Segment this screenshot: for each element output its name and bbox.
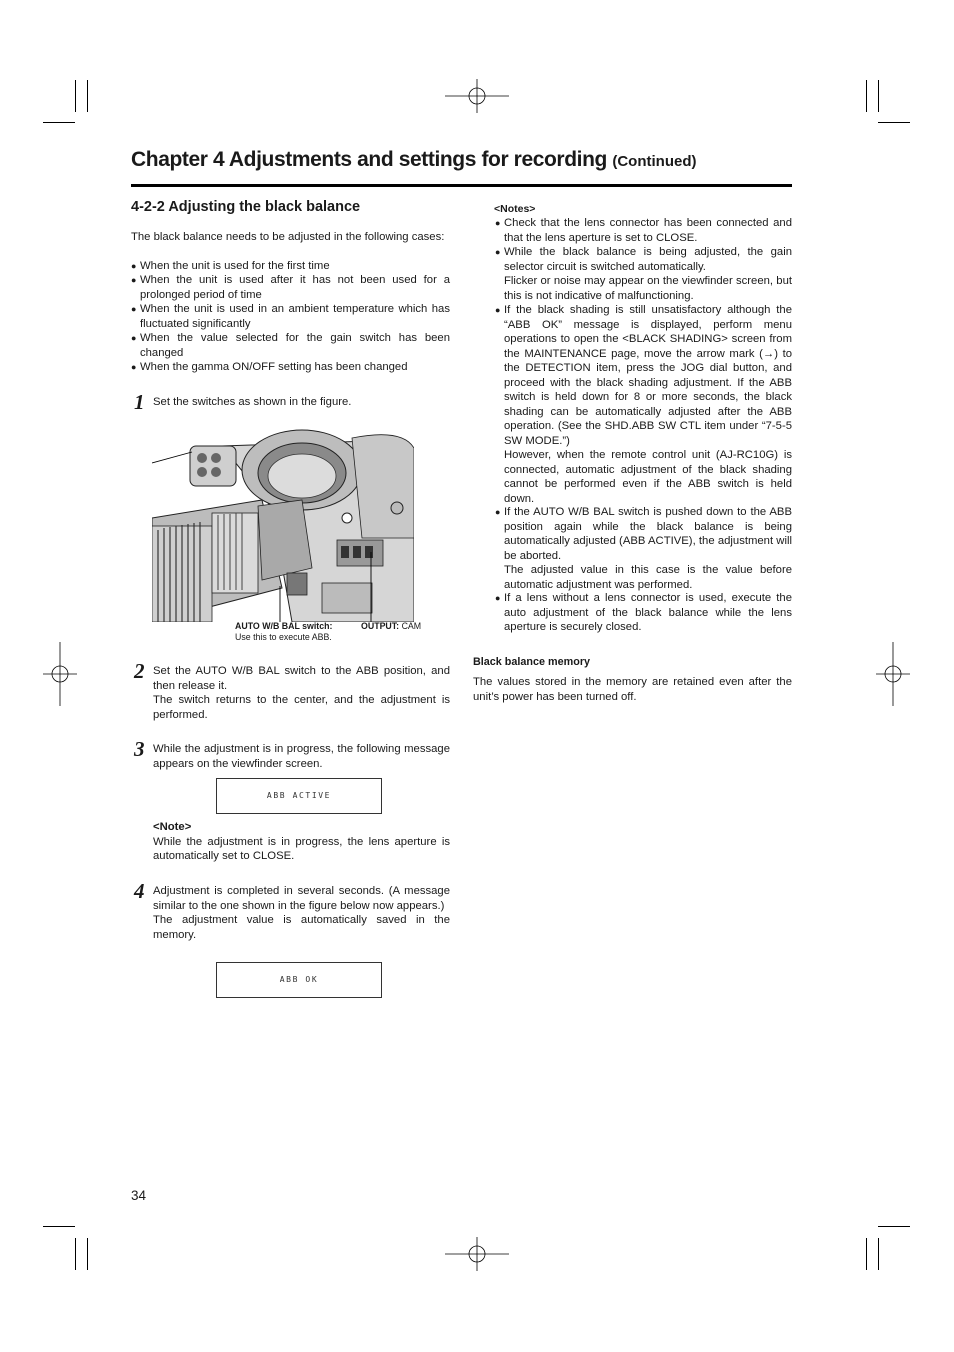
step-text: Adjustment is completed in several seconds. (A message similar to the one shown in the figure below now appears.) The adjustment value is automatically saved in the memory. xyxy=(153,885,450,941)
list-item: ● When the unit is used for the first time xyxy=(131,260,330,272)
page-number: 34 xyxy=(131,1188,147,1203)
list-item: ● If a lens without a lens connector is used, execute the auto adjustment of the black balance while the lens aperture is securely closed. xyxy=(495,592,792,633)
registration-mark-bottom xyxy=(445,1237,509,1271)
list-item: ● While the black balance is being adjusted, the gain selector circuit is switched automatically. Flicker or noise may appear on the viewfinder screen, but this is not indicative of malfunctioning. xyxy=(495,246,792,302)
output-caption: OUTPUT: CAM xyxy=(361,621,422,631)
continued-label: (Continued) xyxy=(612,153,697,170)
step-number: 4 xyxy=(134,879,145,903)
list-item: ● When the gamma ON/OFF setting has been changed xyxy=(131,361,408,373)
list-item: ● When the unit is used in an ambient temperature which has fluctuated significantly xyxy=(131,303,450,330)
memory-text: The values stored in the memory are retained even after the unit’s power has been turned off. xyxy=(473,676,792,703)
list-item: ● If the AUTO W/B BAL switch is pushed down to the ABB position again while the black balance is being automatically adjusted (ABB ACTIVE), the adjustment will be aborted. The adjusted value in this case is the value before automatic adjustment was performed. xyxy=(495,506,792,591)
auto-wb-caption: AUTO W/B BAL switch: Use this to execute ABB. xyxy=(235,621,333,642)
step-number: 2 xyxy=(134,659,145,683)
registration-mark-right xyxy=(876,642,910,706)
chapter-title: Chapter 4 Adjustments and settings for recording (Continued) xyxy=(131,148,697,171)
step-number: 1 xyxy=(134,390,145,414)
header-rule xyxy=(131,184,792,187)
list-item: ● When the value selected for the gain switch has been changed xyxy=(131,332,450,359)
notes-heading: <Notes> xyxy=(494,203,536,215)
note-block: <Note> While the adjustment is in progress, the lens aperture is automatically set to CLOSE. xyxy=(153,821,450,862)
viewfinder-screen-abb-active: ABB ACTIVE xyxy=(216,778,382,814)
registration-mark-left xyxy=(43,642,77,706)
note-heading: <Note> xyxy=(153,821,192,833)
intro-text: The black balance needs to be adjusted in the following cases: xyxy=(131,231,445,243)
list-item: ● If the black shading is still unsatisfactory although the “ABB OK” message is displayed, perform menu operations to open the <BLACK SHADING> screen from the MAINTENANCE page, move the arrow mark (→) to the DETECTION item, press the JOG dial button, and proceed with the black shading adjustment. If the ABB switch is held down for 8 or more seconds, the black shading can be automatically adjusted after the ABB operation. (See the SHD.ABB SW CTL item under “7-5-5 SW MODE.”) However, when the remote control unit (AJ-RC10G) is connected, automatic adjustment of the black shading cannot be performed even if the ABB switch is held down. xyxy=(495,304,792,505)
memory-heading: Black balance memory xyxy=(473,656,591,668)
list-item: ● Check that the lens connector has been connected and that the lens aperture is set to CLOSE. xyxy=(495,217,792,244)
viewfinder-screen-abb-ok: ABB OK xyxy=(216,962,382,998)
step-text: Set the AUTO W/B BAL switch to the ABB position, and then release it. The switch returns to the center, and the adjustment is performed. xyxy=(153,665,450,721)
step-text: Set the switches as shown in the figure. xyxy=(153,396,352,408)
registration-mark-top xyxy=(445,79,509,113)
step-text: While the adjustment is in progress, the following message appears on the viewfinder screen. xyxy=(153,743,450,770)
section-title: 4-2-2 Adjusting the black balance xyxy=(131,199,361,215)
camera-illustration xyxy=(152,418,414,622)
list-item: ● When the unit is used after it has not been used for a prolonged period of time xyxy=(131,274,450,301)
step-number: 3 xyxy=(134,737,145,761)
